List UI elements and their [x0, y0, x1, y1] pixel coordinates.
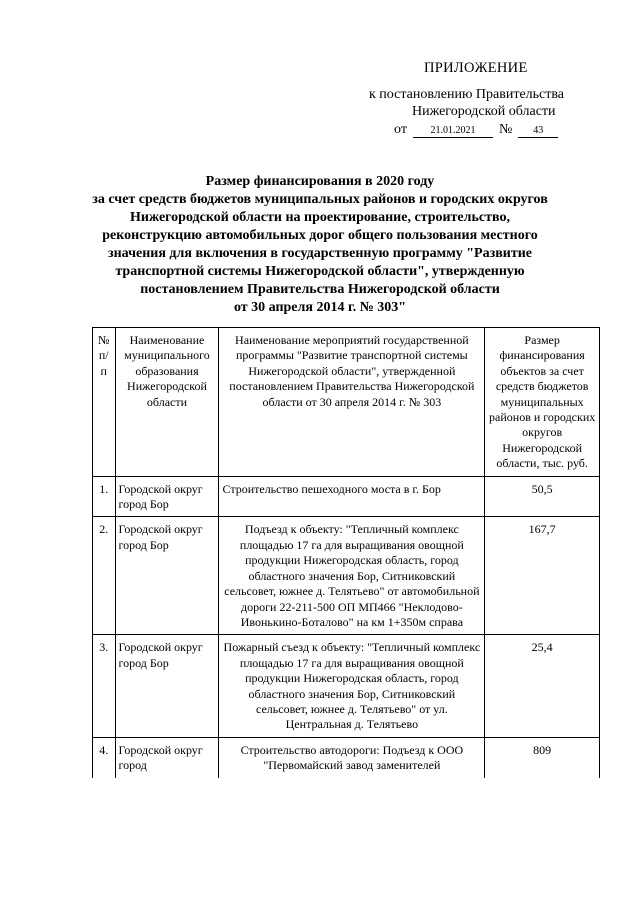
table-header-row	[93, 328, 600, 477]
heading-line: постановлением Правительства Нижегородской области	[140, 282, 500, 297]
resolution-date-line	[394, 122, 558, 138]
appendix-region-line: Нижегородской области	[412, 104, 556, 119]
table-row	[93, 635, 600, 737]
row-num: 2.	[93, 517, 116, 635]
row-municipality: Городской округ город Бор	[115, 476, 219, 517]
row-num: 3.	[93, 635, 116, 737]
header-municipality: Наименование муниципального образования Нижегородской области	[115, 328, 219, 477]
heading-line: транспортной системы Нижегородской области", утвержденную	[115, 264, 525, 279]
header-num: № п/п	[93, 328, 116, 477]
row-event: Строительство автодороги: Подъезд к ООО "Первомайский завод заменителей	[219, 737, 485, 777]
row-event: Подъезд к объекту: "Тепличный комплекс площадью 17 га для выращивания овощной продукции Нижегородская область, город областного значения Бор, Ситниковский сельсовет, южнее д. Телятьево" от автомобильной дороги 22-211-500 ОП МП466 "Неклодово-Ивонькино-Боталово" на км 1+350м справа	[219, 517, 485, 635]
row-amount: 809	[485, 737, 600, 777]
row-num: 4.	[93, 737, 116, 777]
heading-line: за счет средств бюджетов муниципальных районов и городских округов	[92, 192, 548, 207]
table-row	[93, 517, 600, 635]
header-event: Наименование мероприятий государственной программы "Развитие транспортной системы Нижегородской области", утвержденной постановлением Правительства Нижегородской области от 30 апреля 2014 г. № 303	[219, 328, 485, 477]
appendix-resolution-line: к постановлению Правительства	[369, 87, 565, 102]
from-label: от	[394, 122, 407, 137]
financing-table	[92, 327, 600, 778]
row-municipality: Городской округ город Бор	[115, 517, 219, 635]
document-heading	[92, 173, 548, 317]
header-amount: Размер финансирования объектов за счет средств бюджетов муниципальных районов и городских округов Нижегородской области, тыс. руб.	[485, 328, 600, 477]
row-amount: 25,4	[485, 635, 600, 737]
heading-line: от 30 апреля 2014 г. № 303"	[233, 300, 407, 315]
resolution-date: 21.01.2021	[413, 125, 493, 138]
number-sign: №	[498, 122, 513, 137]
row-amount: 167,7	[485, 517, 600, 635]
row-amount: 50,5	[485, 476, 600, 517]
heading-line: реконструкцию автомобильных дорог общего пользования местного	[102, 228, 538, 243]
row-num: 1.	[93, 476, 116, 517]
heading-line: Нижегородской области на проектирование, строительство,	[130, 210, 510, 225]
row-event: Строительство пешеходного моста в г. Бор	[219, 476, 485, 517]
row-event: Пожарный съезд к объекту: "Тепличный комплекс площадью 17 га для выращивания овощной продукции Нижегородская область, город областного значения Бор, Ситниковский сельсовет, южнее д. Телятьево" от ул. Центральная д. Телятьево	[219, 635, 485, 737]
row-municipality: Городской округ город	[115, 737, 219, 777]
heading-line: значения для включения в государственную программу "Развитие	[107, 246, 532, 261]
table-row	[93, 476, 600, 517]
heading-line: Размер финансирования в 2020 году	[205, 174, 435, 189]
table-row	[93, 737, 600, 777]
resolution-number: 43	[518, 125, 558, 138]
row-municipality: Городской округ город Бор	[115, 635, 219, 737]
appendix-title: ПРИЛОЖЕНИЕ	[424, 60, 528, 76]
